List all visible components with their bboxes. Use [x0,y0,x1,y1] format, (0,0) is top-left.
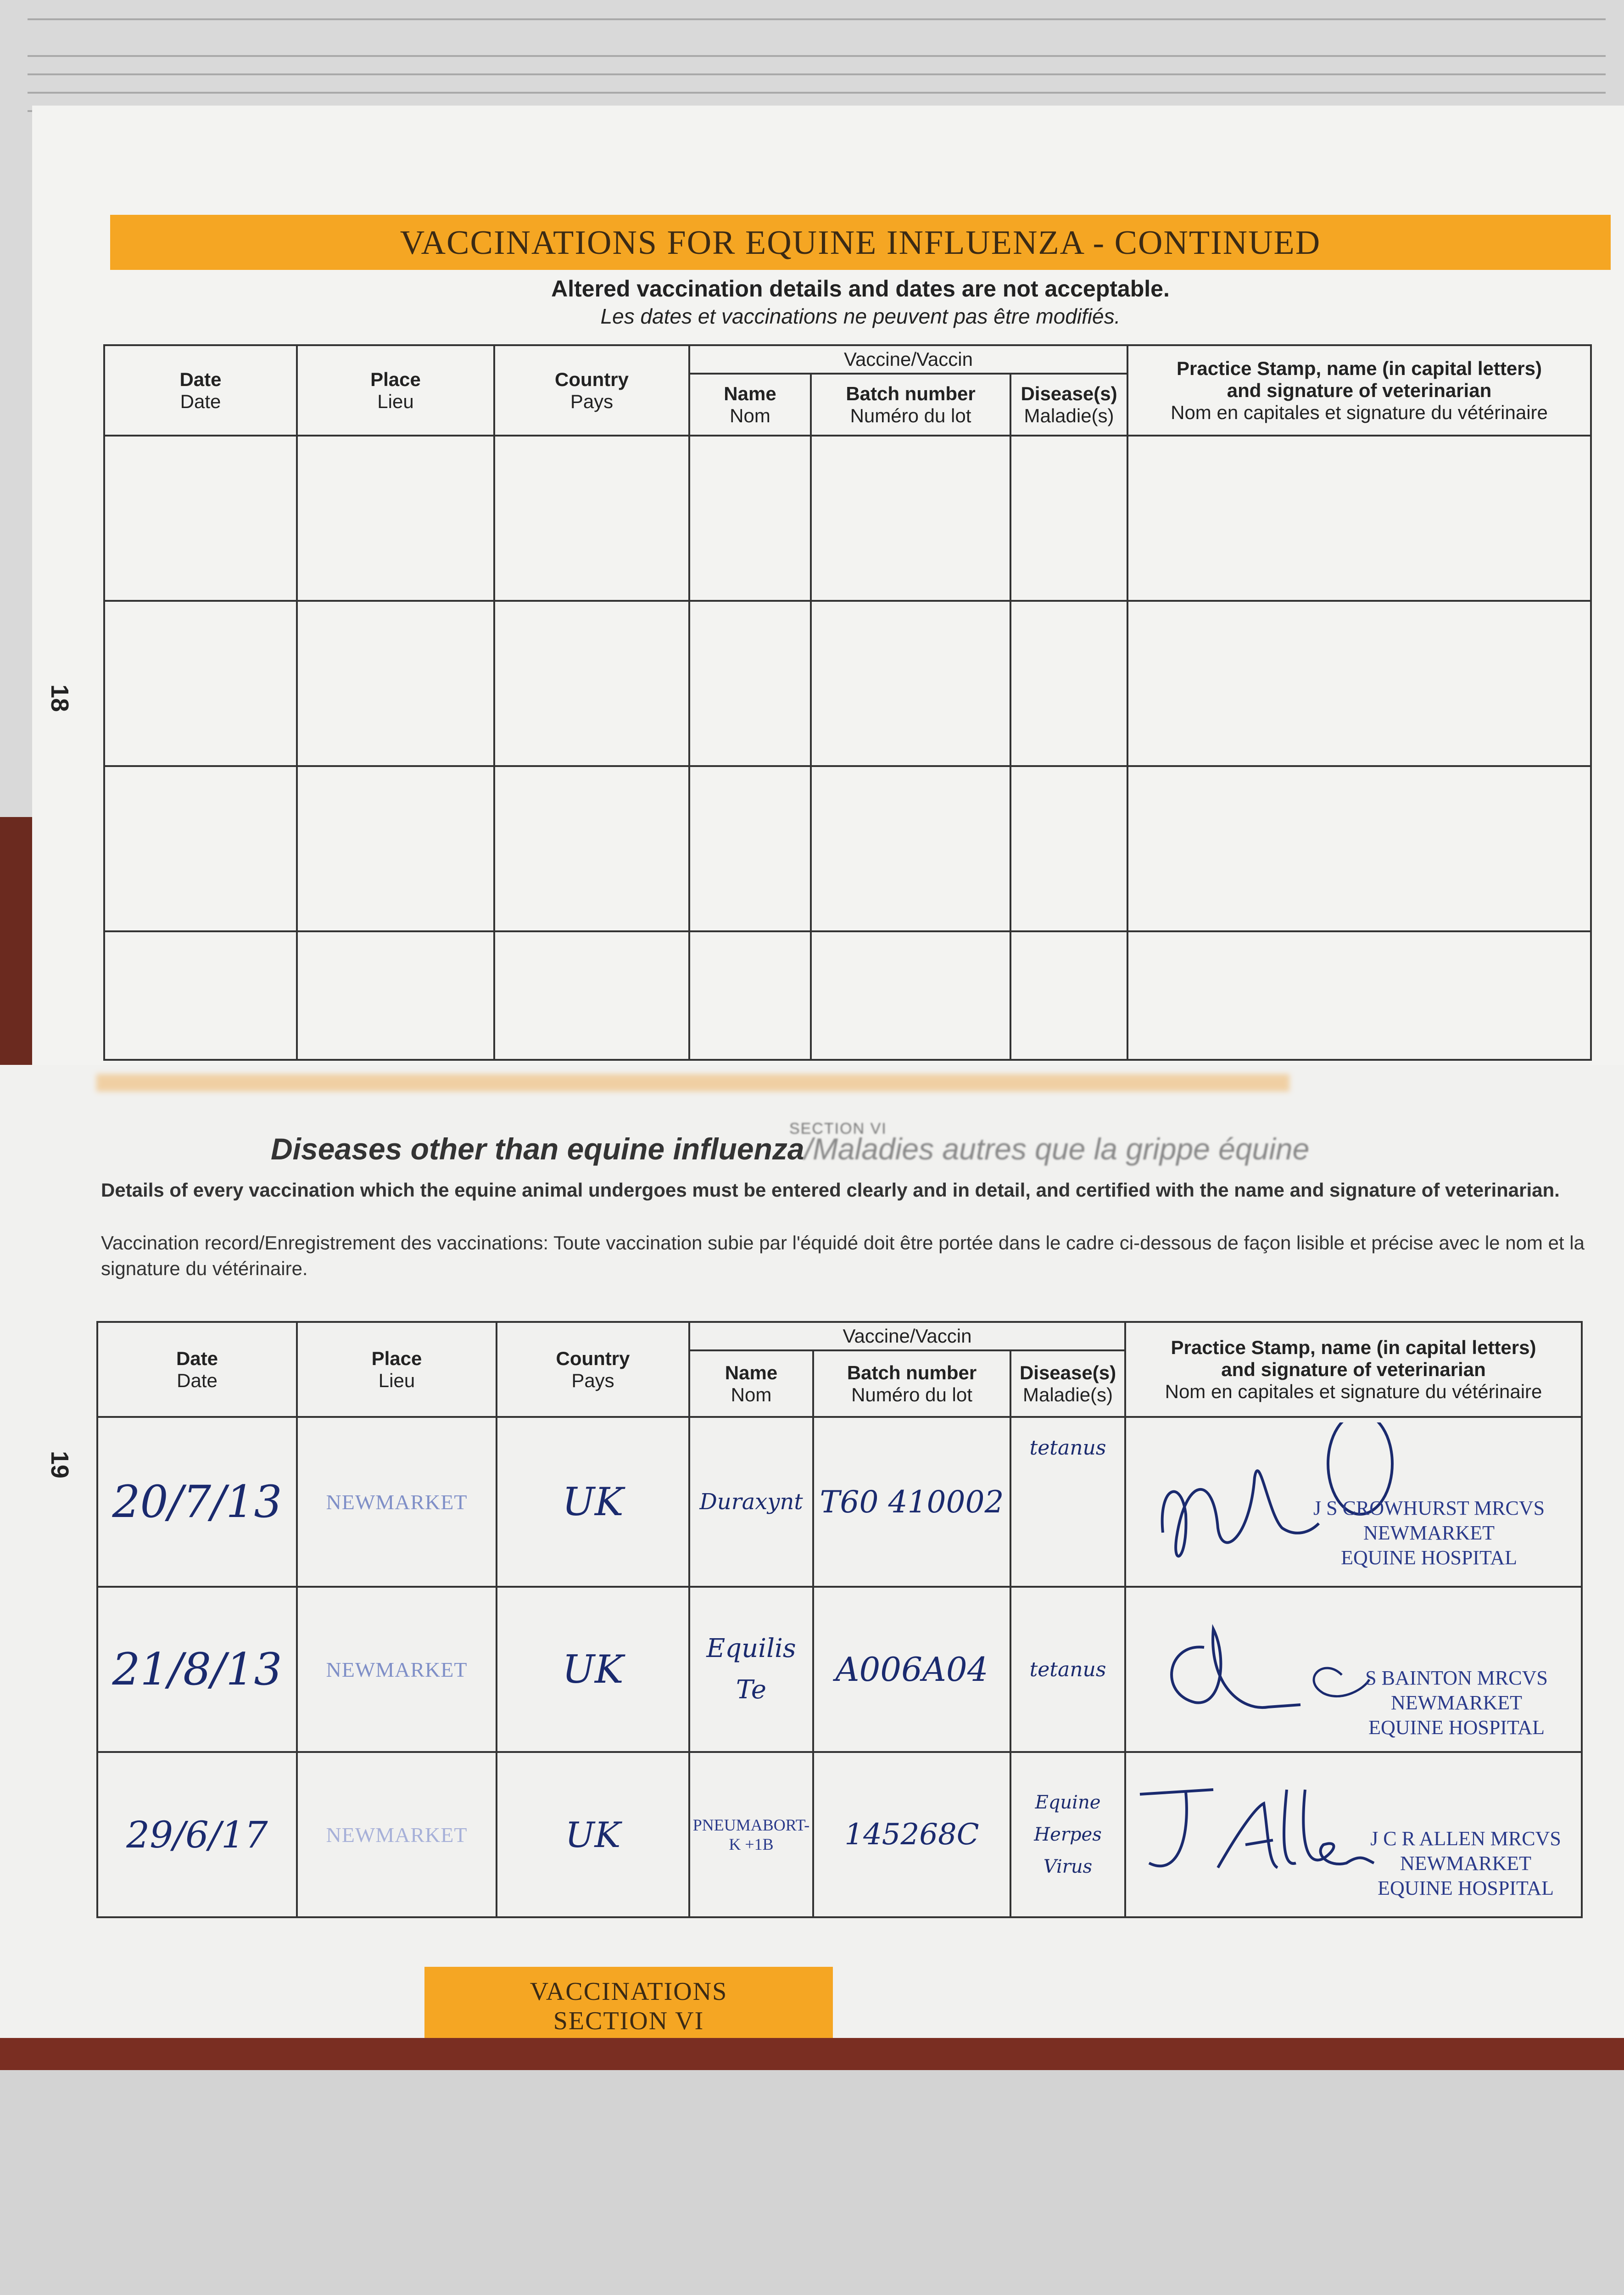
table-row [104,436,1591,601]
warning-en: Altered vaccination details and dates are not acceptable. [551,276,1170,302]
stamp-vet-name: J S CROWHURST MRCVS [1313,1497,1545,1519]
entry-place: NEWMARKET [297,1587,497,1752]
table-row [104,601,1591,766]
entry-vaccine-name: Duraxynt [689,1417,813,1587]
footer-banner: VACCINATIONS SECTION VI [424,1967,833,2047]
header-name: Name Nom [689,1350,813,1417]
header-vaccine: Vaccine/Vaccin [689,1322,1125,1350]
entry-stamp [1125,1417,1582,1587]
page-edge [28,92,1606,94]
entry-stamp [1125,1752,1582,1917]
page-edge [28,73,1606,75]
header-stamp: Practice Stamp, name (in capital letters) and signature of veterinarian Nom en capitales et signature du vétérinaire [1127,345,1591,436]
page-shadow [96,1074,1289,1092]
page-number: 19 [46,1450,74,1479]
stamp-hospital: EQUINE HOSPITAL [1341,1546,1517,1569]
warning-fr: Les dates et vaccinations ne peuvent pas être modifiés. [600,304,1121,328]
table-row [104,931,1591,1060]
table-row [97,1752,1582,1917]
header-place: Place Lieu [297,345,494,436]
header-disease: Disease(s) Maladie(s) [1010,374,1127,436]
header-place: Place Lieu [297,1322,497,1417]
top-banner: VACCINATIONS FOR EQUINE INFLUENZA - CONTINUED [110,215,1611,270]
section-label: SECTION VI [789,1120,887,1137]
book-cover [0,817,32,1074]
entry-country: UK [497,1752,689,1917]
page-edge [28,18,1606,20]
signature-icon [1131,1771,1388,1900]
entry-place: NEWMARKET [297,1752,497,1917]
table-row [97,1417,1582,1587]
stamp-hospital: EQUINE HOSPITAL [1378,1877,1554,1899]
page-number: 18 [46,684,74,712]
stamp-town: NEWMARKET [1400,1852,1531,1875]
header-date: Date Date [104,345,297,436]
book-cover [0,2038,1624,2070]
entry-country: UK [497,1587,689,1752]
header-country: Country Pays [494,345,689,436]
scan-background [0,2070,1624,2295]
entry-date: 29/6/17 [97,1752,297,1917]
section-title: Diseases other than equine influenza/Maladies autres que la grippe équine [271,1132,1310,1166]
header-batch: Batch number Numéro du lot [811,374,1010,436]
vaccination-table-other [96,1321,1583,1918]
stamp-hospital: EQUINE HOSPITAL [1368,1716,1545,1739]
header-date: Date Date [97,1322,297,1417]
header-batch: Batch number Numéro du lot [813,1350,1010,1417]
entry-place: NEWMARKET [297,1417,497,1587]
header-vaccine: Vaccine/Vaccin [689,345,1127,374]
page-edge [28,55,1606,57]
entry-disease: Equine Herpes Virus [1010,1752,1125,1917]
entry-vaccine-name: PNEUMABORT-K +1B [689,1752,813,1917]
stamp-vet-name: S BAINTON MRCVS [1365,1667,1548,1689]
header-stamp: Practice Stamp, name (in capital letters) and signature of veterinarian Nom en capitales et signature du vétérinaire [1125,1322,1582,1417]
header-country: Country Pays [497,1322,689,1417]
vaccination-table-influenza [103,344,1592,1061]
entry-disease: tetanus [1010,1587,1125,1752]
intro-english: Details of every vaccination which the equine animal undergoes must be entered clearly and in detail, and certified with the name and signature of veterinarian. [101,1179,1560,1201]
stamp-town: NEWMARKET [1391,1691,1522,1714]
entry-vaccine-name: Equilis Te [689,1587,813,1752]
header-name: Name Nom [689,374,811,436]
intro-french: Vaccination record/Enregistrement des vaccinations: Toute vaccination subie par l'équidé doit être portée dans le cadre ci-dessous de façon lisible et précise avec le nom et la signature du vétérinaire. [101,1232,1585,1279]
entry-date: 20/7/13 [97,1417,297,1587]
entry-batch: A006A04 [813,1587,1010,1752]
table-row [104,766,1591,931]
entry-batch: T60 410002 [813,1417,1010,1587]
stamp-town: NEWMARKET [1363,1522,1495,1544]
entry-disease: tetanus [1010,1417,1125,1587]
entry-date: 21/8/13 [97,1587,297,1752]
entry-stamp [1125,1587,1582,1752]
stamp-vet-name: J C R ALLEN MRCVS [1370,1827,1561,1850]
entry-country: UK [497,1417,689,1587]
table-row [97,1587,1582,1752]
header-disease: Disease(s) Maladie(s) [1010,1350,1125,1417]
entry-batch: 145268C [813,1752,1010,1917]
